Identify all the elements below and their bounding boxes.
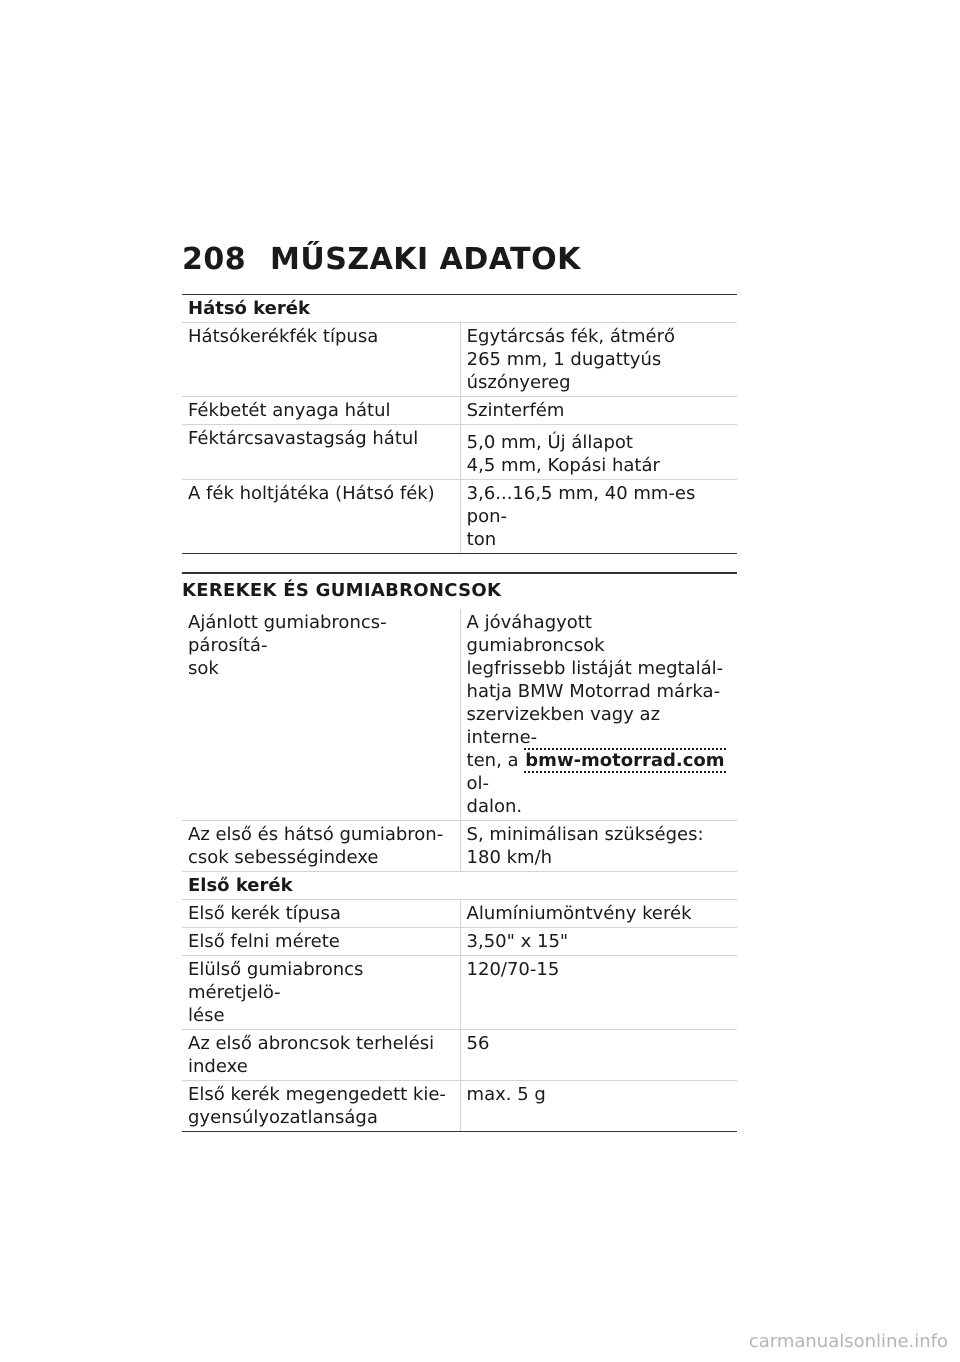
table-row xyxy=(182,1030,737,1081)
table-row xyxy=(182,1081,737,1132)
spec-label: Fékbetét anyaga hátul xyxy=(182,397,460,425)
tyres-table xyxy=(182,609,737,1132)
label-line: Elülső gumiabroncs méretjelö- xyxy=(188,959,364,1003)
watermark: carmanualsonline.info xyxy=(748,1331,948,1352)
spec-label xyxy=(182,1030,460,1081)
spec-value xyxy=(460,1081,737,1132)
spec-label xyxy=(182,1081,460,1132)
spec-label: Hátsókerékfék típusa xyxy=(182,323,460,397)
bmw-motorrad-link[interactable]: bmw-motorrad.com xyxy=(525,750,725,771)
table-row xyxy=(182,821,737,872)
table-row xyxy=(182,323,737,397)
value-line: 3,6...16,5 mm, 40 mm-es pon- xyxy=(466,483,696,527)
table-row xyxy=(182,928,737,956)
value-line: 4,5 mm, Kopási határ xyxy=(466,455,660,476)
value-line: Egytárcsás fék, átmérő xyxy=(466,326,675,347)
spec-value xyxy=(460,397,737,425)
label-line: gyensúlyozatlansága xyxy=(188,1107,378,1128)
value-line: 3,50" x 15" xyxy=(466,931,569,952)
value-line: 56 xyxy=(466,1033,490,1054)
spec-value xyxy=(460,821,737,872)
spec-value xyxy=(460,609,737,821)
table-row xyxy=(182,397,737,425)
value-line: Szinterfém xyxy=(466,400,565,421)
content xyxy=(182,294,737,1132)
value-line: 5,0 mm, Új állapot xyxy=(466,432,633,453)
spec-label xyxy=(182,821,460,872)
value-line: ton xyxy=(466,529,497,550)
table-row xyxy=(182,872,737,900)
spec-value xyxy=(460,323,737,397)
value-line: 265 mm, 1 dugattyús xyxy=(466,349,662,370)
spec-value xyxy=(460,1030,737,1081)
table-row xyxy=(182,609,737,821)
value-line: úszónyereg xyxy=(466,372,571,393)
label-line: Az első és hátsó gumiabron- xyxy=(188,824,444,845)
value-line: S, minimálisan szükséges: xyxy=(466,824,704,845)
value-line: hatja BMW Motorrad márka- xyxy=(466,681,721,702)
rear-wheel-heading: Hátsó kerék xyxy=(182,295,737,323)
front-wheel-heading: Első kerék xyxy=(182,872,737,900)
section-title: KEREKEK ÉS GUMIABRONCSOK xyxy=(182,572,737,601)
spec-label: Féktárcsavastagság hátul xyxy=(182,425,460,480)
value-text: ol- xyxy=(466,773,490,794)
spec-value xyxy=(460,480,737,554)
value-line: Alumíniumöntvény kerék xyxy=(466,903,692,924)
value-line: 120/70-15 xyxy=(466,959,560,980)
value-line: A jóváhagyott gumiabroncsok xyxy=(466,612,605,656)
table-row xyxy=(182,425,737,480)
page-header xyxy=(182,242,581,277)
label-line: Első kerék típusa xyxy=(188,903,341,924)
page-number: 208 xyxy=(182,242,247,277)
label-line: sok xyxy=(188,658,219,679)
label-line: indexe xyxy=(188,1056,248,1077)
spec-label xyxy=(182,609,460,821)
label-line: Első felni mérete xyxy=(188,931,340,952)
label-line: csok sebességindexe xyxy=(188,847,379,868)
table-row xyxy=(182,900,737,928)
label-line: Első kerék megengedett kie- xyxy=(188,1084,446,1105)
spec-value xyxy=(460,425,737,480)
value-line: 180 km/h xyxy=(466,847,553,868)
table-row xyxy=(182,295,737,323)
spec-label xyxy=(182,928,460,956)
spec-label xyxy=(182,900,460,928)
label-line: Ajánlott gumiabroncs-párosítá- xyxy=(188,612,387,656)
value-text: ten, a xyxy=(466,750,525,771)
value-line: dalon. xyxy=(466,796,523,817)
value-line: max. 5 g xyxy=(466,1084,546,1105)
table-row xyxy=(182,956,737,1030)
page-title: MŰSZAKI ADATOK xyxy=(270,242,581,277)
table-row xyxy=(182,480,737,554)
label-line: Az első abroncsok terhelési xyxy=(188,1033,435,1054)
value-line-with-link xyxy=(467,749,731,795)
spec-value xyxy=(460,900,737,928)
spec-value xyxy=(460,928,737,956)
spec-label xyxy=(182,956,460,1030)
spec-value xyxy=(460,956,737,1030)
spec-label: A fék holtjátéka (Hátsó fék) xyxy=(182,480,460,554)
value-line: legfrissebb listáját megtalál- xyxy=(466,658,724,679)
rear-wheel-table xyxy=(182,294,737,554)
value-line: szervizekben vagy az interne- xyxy=(466,704,661,748)
label-line: lése xyxy=(188,1005,225,1026)
